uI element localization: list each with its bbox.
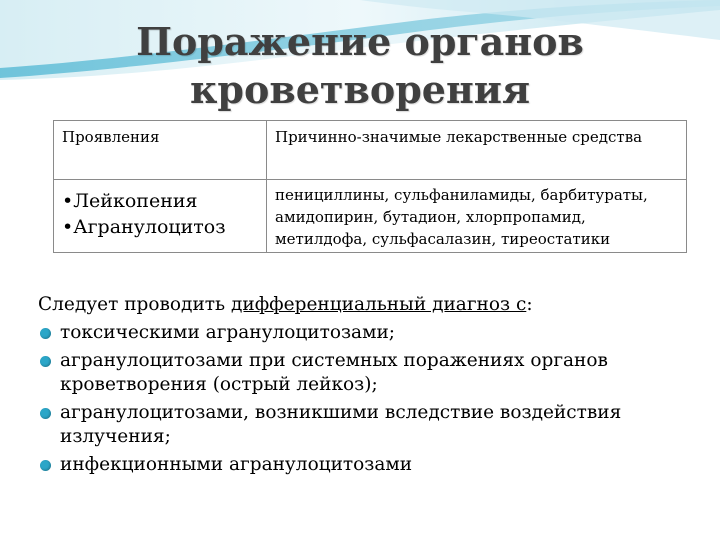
table-header-row bbox=[54, 121, 687, 180]
lead-text: Следует проводить bbox=[38, 294, 231, 315]
cell-manifestations bbox=[54, 180, 267, 253]
bullet-icon bbox=[40, 328, 51, 339]
cell-drugs: пенициллины, сульфаниламиды, барбитураты, амидопирин, бутадион, хлорпропамид, метилдофа, сульфасалазин, тиреостатики bbox=[267, 180, 687, 253]
lead-colon: : bbox=[526, 294, 533, 315]
bullet-icon bbox=[40, 460, 51, 471]
list-item-text: агранулоцитозами при системных поражениях органов кроветворения (острый лейкоз); bbox=[60, 350, 608, 395]
diagnosis-list bbox=[38, 321, 688, 477]
lead-sentence bbox=[38, 293, 688, 317]
lead-underlined-text: дифференциальный диагноз с bbox=[230, 294, 527, 315]
list-item-text: агранулоцитозами, возникшими вследствие воздействия излучения; bbox=[60, 402, 622, 447]
bullet-icon bbox=[40, 356, 51, 367]
list-item bbox=[38, 401, 688, 449]
header-manifestations: Проявления bbox=[54, 121, 267, 180]
list-item bbox=[38, 453, 688, 477]
slide-title-line-1: Поражение органов bbox=[136, 19, 584, 64]
list-item-text: токсическими агранулоцитозами; bbox=[60, 322, 396, 343]
manifestation-item: •Лейкопения bbox=[62, 190, 198, 212]
header-drugs: Причинно-значимые лекарственные средства bbox=[267, 121, 687, 180]
bullet-icon bbox=[40, 408, 51, 419]
drugs-table bbox=[53, 120, 687, 253]
list-item bbox=[38, 321, 688, 345]
slide-title-line-2: кроветворения bbox=[189, 67, 531, 112]
list-item bbox=[38, 349, 688, 397]
manifestation-item: •Агранулоцитоз bbox=[62, 216, 226, 238]
differential-diagnosis-block bbox=[38, 293, 688, 481]
slide-title bbox=[0, 18, 720, 114]
list-item-text: инфекционными агранулоцитозами bbox=[60, 454, 413, 475]
table-row bbox=[54, 180, 687, 253]
